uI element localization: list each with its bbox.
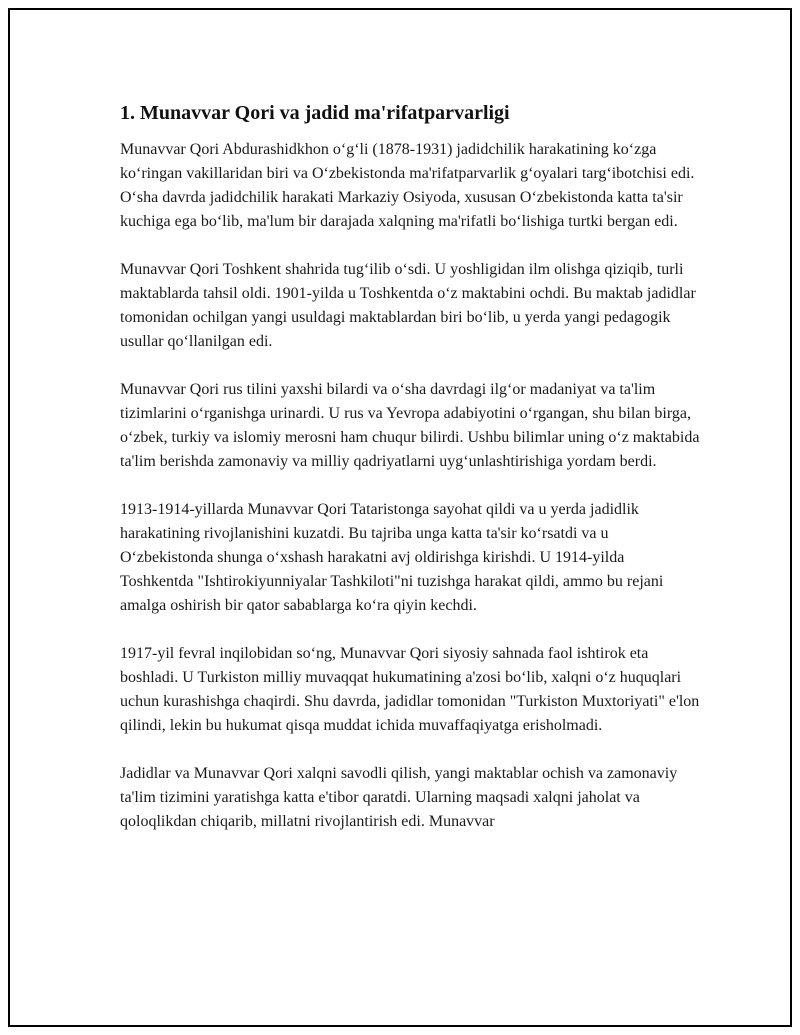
paragraph-5: 1917-yil fevral inqilobidan so‘ng, Munavvar Qori siyosiy sahnada faol ishtirok eta boshladi. U Turkiston milliy muvaqqat hukumatining a'zosi bo‘lib, xalqni o‘z huquqlari uchun kurashishga chaqirdi. Shu davrda, jadidlar tomonidan "Turkiston Muxtoriyati" e'lon qilindi, lekin bu hukumat qisqa muddat ichida muvaffaqiyatga erisholmadi.: [120, 645, 700, 734]
paragraph-3: Munavvar Qori rus tilini yaxshi bilardi va o‘sha davrdagi ilg‘or madaniyat va ta'lim tizimlarini o‘rganishga urinardi. U rus va Yevropa adabiyotini o‘rgangan, shu bilan birga, o‘zbek, turkiy va islomiy merosni ham chuqur bilirdi. Ushbu bilimlar uning o‘z maktabida ta'lim berishda zamonaviy va milliy qadriyatlarni uyg‘unlashtirishiga yordam berdi.: [120, 381, 700, 470]
paragraph-1: Munavvar Qori Abdurashidkhon o‘g‘li (1878-1931) jadidchilik harakatining ko‘zga ko‘ringan vakillaridan biri va O‘zbekistonda ma'rifatparvarlik g‘oyalari targ‘ibotchisi edi. O‘sha davrda jadidchilik harakati Markaziy Osiyoda, xususan O‘zbekistonda katta ta'sir kuchiga ega bo‘lib, ma'lum bir darajada xalqning ma'rifatli bo‘lishiga turtki bergan edi.: [120, 141, 695, 230]
document-body: [120, 98, 700, 858]
paragraph-6: Jadidlar va Munavvar Qori xalqni savodli qilish, yangi maktablar ochish va zamonaviy ta'lim tizimini yaratishga katta e'tibor qaratdi. Ularning maqsadi xalqni jaholat va qoloqlikdan chiqarib, millatni rivojlantirish edi. Munavvar: [120, 765, 678, 830]
section-heading: 1. Munavvar Qori va jadid ma'rifatparvarligi: [120, 102, 510, 124]
page-frame: [8, 8, 792, 1027]
paragraph-2: Munavvar Qori Toshkent shahrida tug‘ilib o‘sdi. U yoshligidan ilm olishga qiziqib, turli maktablarda tahsil oldi. 1901-yilda u Toshkentda o‘z maktabini ochdi. Bu maktab jadidlar tomonidan ochilgan yangi usuldagi maktablardan biri bo‘lib, u yerda yangi pedagogik usullar qo‘llanilgan edi.: [120, 261, 696, 350]
paragraph-4: 1913-1914-yillarda Munavvar Qori Tataristonga sayohat qildi va u yerda jadidlik harakatining rivojlanishini kuzatdi. Bu tajriba unga katta ta'sir ko‘rsatdi va u O‘zbekistonda shunga o‘xshash harakatni avj oldirishga kirishdi. U 1914-yilda Toshkentda "Ishtirokiyunniyalar Tashkiloti"ni tuzishga harakat qildi, ammo bu rejani amalga oshirish bir qator sabablarga ko‘ra qiyin kechdi.: [120, 501, 664, 614]
